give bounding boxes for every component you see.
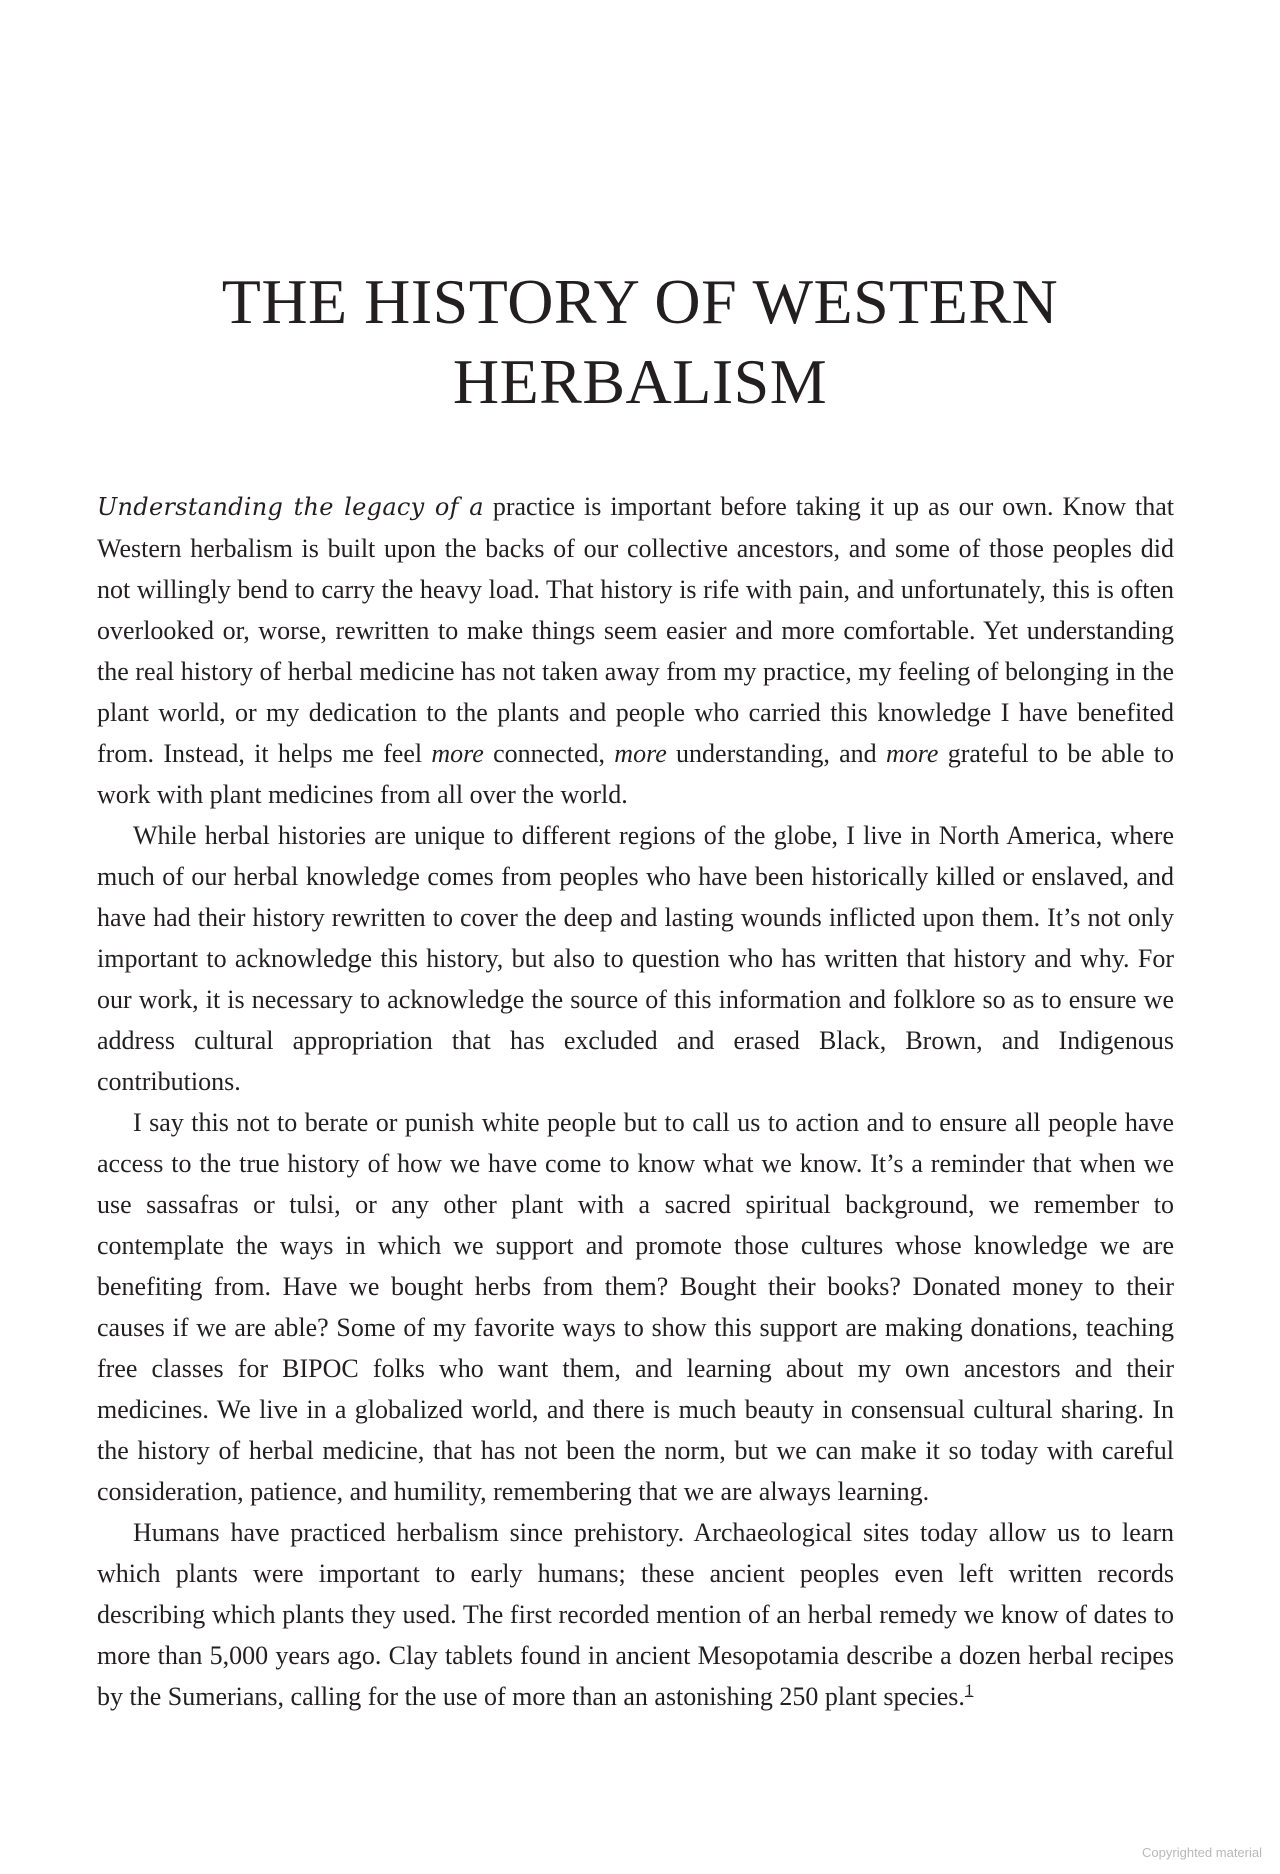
paragraph-1-text-c: understanding, and	[666, 739, 886, 768]
paragraph-3: I say this not to berate or punish white people but to call us to action and to ensure all people have access to the true history of how we have come to know what we know. It’s a reminder that when we use sassafras or tulsi, or any other plant with a sacred spiritual background, we remember to contemplate the ways in which we support and promote those cultures whose knowledge we are benefiting from. Have we bought herbs from them? Bought their books? Donated money to their causes if we are able? Some of my favorite ways to show this support are making donations, teaching free classes for BIPOC folks who want them, and learning about my own ancestors and their medicines. We live in a globalized world, and there is much beauty in consensual cultural sharing. In the history of herbal medicine, that has not been the norm, but we can make it so today with careful consideration, patience, and humility, remembering that we are always learning.	[97, 1108, 1174, 1506]
emphasis-more-2: more	[614, 739, 667, 768]
lead-in-text: Understanding the legacy of a	[97, 493, 484, 521]
paragraph-2: While herbal histories are unique to different regions of the globe, I live in North America, where much of our herbal knowledge comes from peoples who have been historically killed or enslaved, and have had their history rewritten to cover the deep and lasting wounds inflicted upon them. It’s not only important to acknowledge this history, but also to question who has written that history and why. For our work, it is necessary to acknowledge the source of this information and folklore so as to ensure we address cultural appropriation that has excluded and erased Black, Brown, and Indigenous contributions.	[97, 821, 1174, 1096]
chapter-body	[97, 486, 1174, 1717]
emphasis-more-1: more	[431, 739, 484, 768]
paragraph-4-text: Humans have practiced herbalism since prehistory. Archaeological sites today allow us to learn which plants were important to early humans; these ancient peoples even left written records describing which plants they used. The first recorded mention of an herbal remedy we know of dates to more than 5,000 years ago. Clay tablets found in ancient Mesopotamia describe a dozen herbal recipes by the Sumerians, calling for the use of more than an astonishing 250 plant species.	[97, 1518, 1174, 1711]
paragraph-1-text-d: grateful to be able to work with plant medicines from all over the world.	[97, 739, 1174, 809]
paragraph-1-text-b: connected,	[483, 739, 615, 768]
emphasis-more-3: more	[885, 739, 939, 768]
paragraph-1-text-a: practice is important before taking it up as our own. Know that Western herbalism is built upon the backs of our collective ancestors, and some of those peoples did not willingly bend to carry the heavy load. That history is rife with pain, and unfortunately, this is often overlooked or, worse, rewritten to make things seem easier and more comfortable. Yet understanding the real history of herbal medicine has not taken away from my practice, my feeling of belonging in the plant world, or my dedication to the plants and people who carried this knowledge I have benefited from. Instead, it helps me feel	[97, 492, 1174, 768]
footnote-link-1[interactable]: 1	[964, 1680, 974, 1700]
paragraph-1	[97, 486, 1174, 815]
paragraph-4	[97, 1512, 1174, 1717]
chapter-title: THE HISTORY OF WESTERN HERBALISM	[221, 266, 1059, 417]
copyright-watermark: Copyrighted material	[1142, 1845, 1262, 1860]
